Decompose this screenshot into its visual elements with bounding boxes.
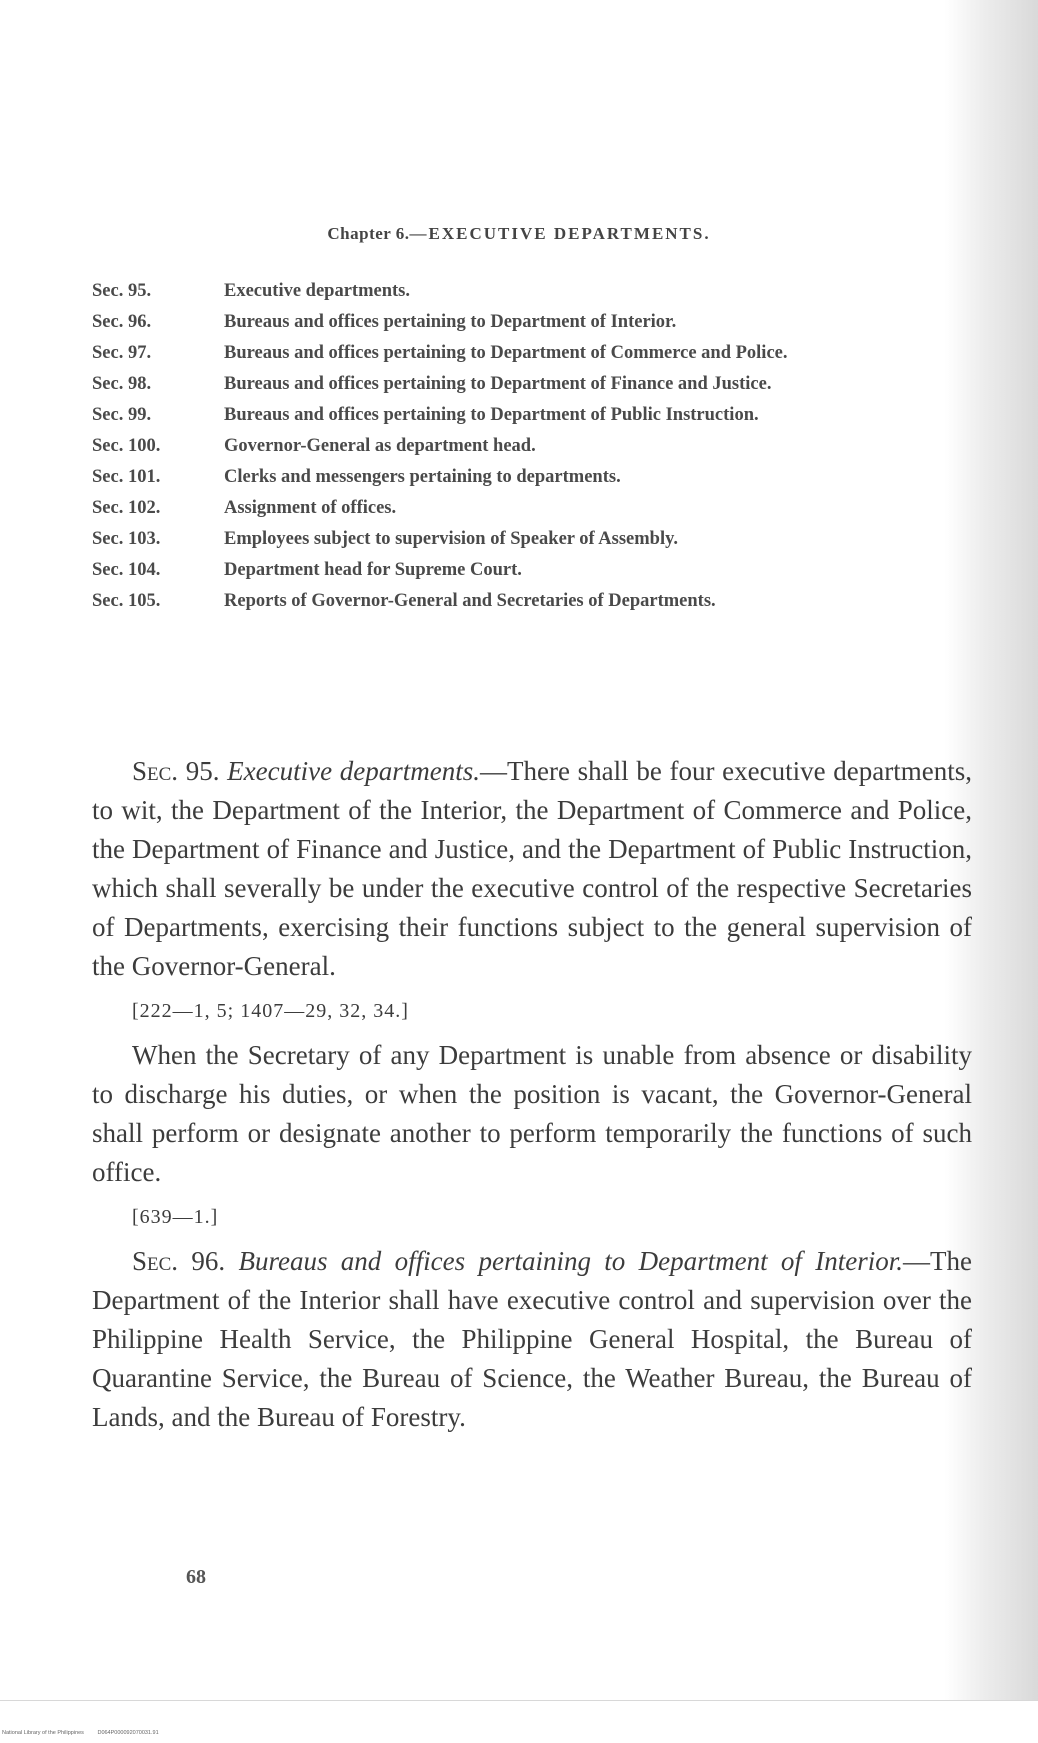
- toc-entry-98: [92, 369, 970, 400]
- toc-sec-number: Sec. 102.: [92, 498, 161, 518]
- footer-code: D064P000092070031.91: [97, 1730, 159, 1736]
- toc-sec-title: Assignment of offices.: [224, 498, 397, 518]
- toc-entry-96: [92, 307, 970, 338]
- toc-entry-102: [92, 493, 970, 524]
- section-96-title: Bureaus and offices pertaining to Department of Interior.: [238, 1246, 904, 1276]
- toc-entry-104: [92, 555, 970, 586]
- toc-sec-number: Sec. 104.: [92, 560, 161, 580]
- toc-sec-number: Sec. 96.: [92, 312, 152, 332]
- toc-sec-title: Clerks and messengers pertaining to departments.: [224, 467, 621, 487]
- section-95-citation-2: [639—1.]: [132, 1206, 219, 1228]
- toc-sec-number: Sec. 95.: [92, 281, 152, 301]
- toc-sec-title: Bureaus and offices pertaining to Department of Finance and Justice.: [224, 374, 772, 394]
- page-number: 68: [186, 1566, 206, 1588]
- toc-sec-title: Employees subject to supervision of Speaker of Assembly.: [224, 529, 678, 549]
- toc-sec-number: Sec. 98.: [92, 374, 152, 394]
- toc-sec-number: Sec. 99.: [92, 405, 152, 425]
- section-96-text: —The Department of the Interior shall have executive control and supervision over the Philippine Health Service, the Philippine General Hospital, the Bureau of Quarantine Service, the Bureau of Science, the Weather Bureau, the Bureau of Lands, and the Bureau of Forestry.: [92, 1246, 973, 1432]
- scan-bottom-margin: [0, 1700, 1038, 1743]
- toc-entry-97: [92, 338, 970, 369]
- scan-footer: [2, 1730, 171, 1736]
- toc-sec-title: Reports of Governor-General and Secretaries of Departments.: [224, 591, 716, 611]
- body-text: [92, 752, 972, 1437]
- chapter-dash: —: [409, 224, 429, 243]
- chapter-title: EXECUTIVE DEPARTMENTS.: [428, 224, 711, 243]
- toc-sec-title: Bureaus and offices pertaining to Department of Public Instruction.: [224, 405, 759, 425]
- toc-sec-title: Bureaus and offices pertaining to Department of Commerce and Police.: [224, 343, 788, 363]
- section-95-number: Sec. 95.: [132, 756, 220, 786]
- toc-sec-number: Sec. 105.: [92, 591, 161, 611]
- toc-sec-number: Sec. 100.: [92, 436, 161, 456]
- section-95-text: —There shall be four executive departments, to wit, the Department of the Interior, the Department of Commerce and Police, the Department of Finance and Justice, and the Department of Public Instruction, which shall severally be under the executive control of the respective Secretaries of Departments, exercising their functions subject to the general supervision of the Governor-General.: [92, 756, 972, 981]
- toc-sec-number: Sec. 97.: [92, 343, 152, 363]
- toc-sec-number: Sec. 101.: [92, 467, 161, 487]
- toc-sec-title: Executive departments.: [224, 281, 410, 301]
- toc-sec-title: Bureaus and offices pertaining to Department of Interior.: [224, 312, 677, 332]
- footer-library: National Library of the Philippines: [2, 1730, 84, 1736]
- section-list: [92, 276, 970, 617]
- toc-sec-title: Governor-General as department head.: [224, 436, 536, 456]
- section-96-paragraph: [92, 1242, 972, 1437]
- toc-sec-number: Sec. 103.: [92, 529, 161, 549]
- section-96-number: Sec. 96.: [132, 1246, 226, 1276]
- section-95-paragraph: [92, 752, 972, 986]
- chapter-prefix: Chapter 6.: [327, 224, 410, 243]
- section-95-citation: [222—1, 5; 1407—29, 32, 34.]: [132, 1000, 409, 1022]
- section-95-title: Executive departments.: [227, 756, 481, 786]
- section-95-paragraph-2: When the Secretary of any Department is unable from absence or disability to discharge his duties, or when the position is vacant, the Governor-General shall perform or designate another to perform temporarily the functions of such office.: [92, 1040, 972, 1187]
- toc-entry-99: [92, 400, 970, 431]
- toc-entry-100: [92, 431, 970, 462]
- toc-entry-105: [92, 586, 970, 617]
- toc-sec-title: Department head for Supreme Court.: [224, 560, 522, 580]
- toc-entry-101: [92, 462, 970, 493]
- toc-entry-103: [92, 524, 970, 555]
- chapter-heading: [0, 224, 1038, 244]
- toc-entry-95: [92, 276, 970, 307]
